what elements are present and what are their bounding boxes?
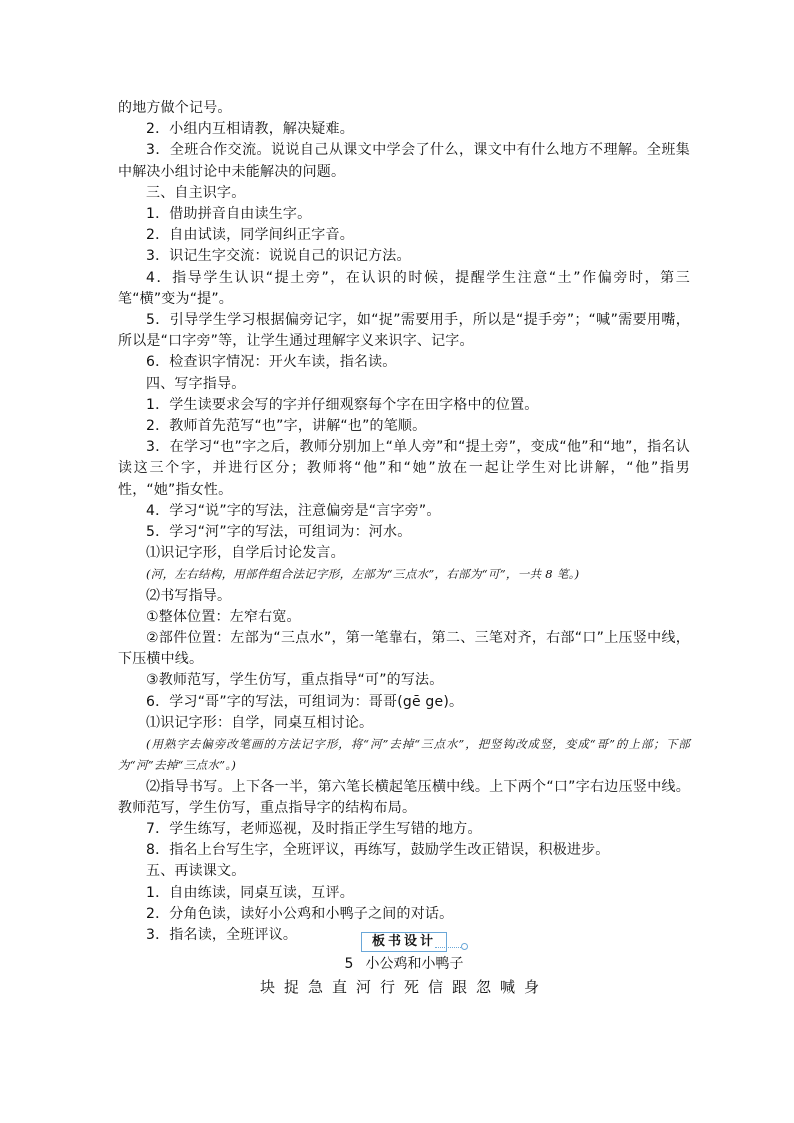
paragraph: 4．学习“说”字的写法，注意偏旁是“言字旁”。 — [146, 502, 441, 519]
paragraph: ②部件位置：左部为“三点水”，第一笔靠右，第二、三笔对齐，右部“口”上压竖中线，下压横中线。 — [118, 630, 690, 668]
paragraph: 1．自由练读，同桌互读，互评。 — [146, 884, 354, 901]
board-design-heading — [361, 930, 447, 950]
paragraph: ⑵书写指导。 — [146, 587, 232, 604]
paragraph: 3．全班合作交流。说说自己从课文中学会了什么，课文中有什么地方不理解。全班集中解决小组讨论中未能解决的问题。 — [118, 142, 690, 180]
paragraph: ①整体位置：左窄右宽。 — [146, 608, 301, 625]
board-design-section — [118, 930, 690, 998]
paragraph: 4．指导学生认识“提土旁”，在认识的时候，提醒学生注意“土”作偏旁时，第三笔“横”变为“提”。 — [118, 269, 690, 307]
paragraph: 1．借助拼音自由读生字。 — [146, 206, 312, 223]
paragraph: 2．分角色读，读好小公鸡和小鸭子之间的对话。 — [146, 905, 454, 922]
paragraph: 8．指名上台写生字，全班评议，再练写，鼓励学生改正错误，积极进步。 — [146, 842, 610, 859]
paragraph: 的地方做个记号。 — [118, 100, 232, 116]
paragraph: 3．识记生字交流：说说自己的识记方法。 — [146, 248, 411, 265]
heading-decoration-icon — [435, 941, 465, 948]
explanatory-note: (河，左右结构，用部件组合法记字形，左部为“三点水”，右部为“可”，一共 8 笔。) — [146, 567, 580, 582]
lesson-number: 5 — [344, 956, 354, 972]
paragraph: 三、自主识字。 — [146, 184, 246, 201]
paragraph: 3．指名读，全班评议。 — [146, 926, 298, 943]
paragraph: ⑵指导书写。上下各一半，第六笔长横起笔压横中线。上下两个“口”字右边压竖中线。教师范写，学生仿写，重点指导字的结构布局。 — [118, 778, 690, 816]
paragraph: 五、再读课文。 — [146, 863, 246, 880]
lesson-plan-body — [118, 98, 690, 946]
paragraph: 6．学习“哥”字的写法，可组词为：哥哥(gē ge)。 — [146, 693, 464, 710]
paragraph: 5．学习“河”字的写法，可组词为：河水。 — [146, 524, 412, 541]
paragraph: 7．学生练写，老师巡视，及时指正学生写错的地方。 — [146, 820, 482, 837]
paragraph: ⑴识记字形：自学，同桌互相讨论。 — [146, 714, 374, 731]
paragraph: 1．学生读要求会写的字并仔细观察每个字在田字格中的位置。 — [146, 396, 539, 413]
explanatory-note: (用熟字去偏旁改笔画的方法记字形，将“河”去掉“三点水”，把竖钩改成竖，变成“哥”的上部；下部为“河”去掉“三点水”。) — [118, 737, 690, 773]
board-characters: 块捉急直河行死信跟忽喊身 — [259, 978, 548, 996]
paragraph: 6．检查识字情况：开火车读，指名读。 — [146, 354, 397, 371]
paragraph: 5．引导学生学习根据偏旁记字，如“捉”需要用手，所以是“提手旁”；“喊”需要用嘴，所以是“口字旁”等，让学生通过理解字义来识字、记字。 — [118, 312, 690, 350]
paragraph: 四、写字指导。 — [146, 375, 246, 392]
lesson-title: 小公鸡和小鸭子 — [365, 956, 464, 972]
paragraph: 2．自由试读，同学间纠正字音。 — [146, 227, 354, 244]
board-design-title: 板书设计 — [361, 932, 447, 952]
paragraph: 3．在学习“也”字之后，教师分别加上“单人旁”和“提土旁”，变成“他”和“地”，指名认读这三个字，并进行区分；教师将“他”和“她”放在一起让学生对比讲解，“他”指男性，“她”指女性。 — [118, 439, 690, 498]
paragraph: 2．教师首先范写“也”字，讲解“也”的笔顺。 — [146, 418, 427, 435]
board-lesson-line — [118, 954, 690, 974]
paragraph: ⑴识记字形，自学后讨论发言。 — [146, 545, 345, 562]
paragraph: ③教师范写，学生仿写，重点指导“可”的写法。 — [146, 672, 444, 689]
paragraph: 2．小组内互相请教，解决疑难。 — [146, 121, 354, 138]
